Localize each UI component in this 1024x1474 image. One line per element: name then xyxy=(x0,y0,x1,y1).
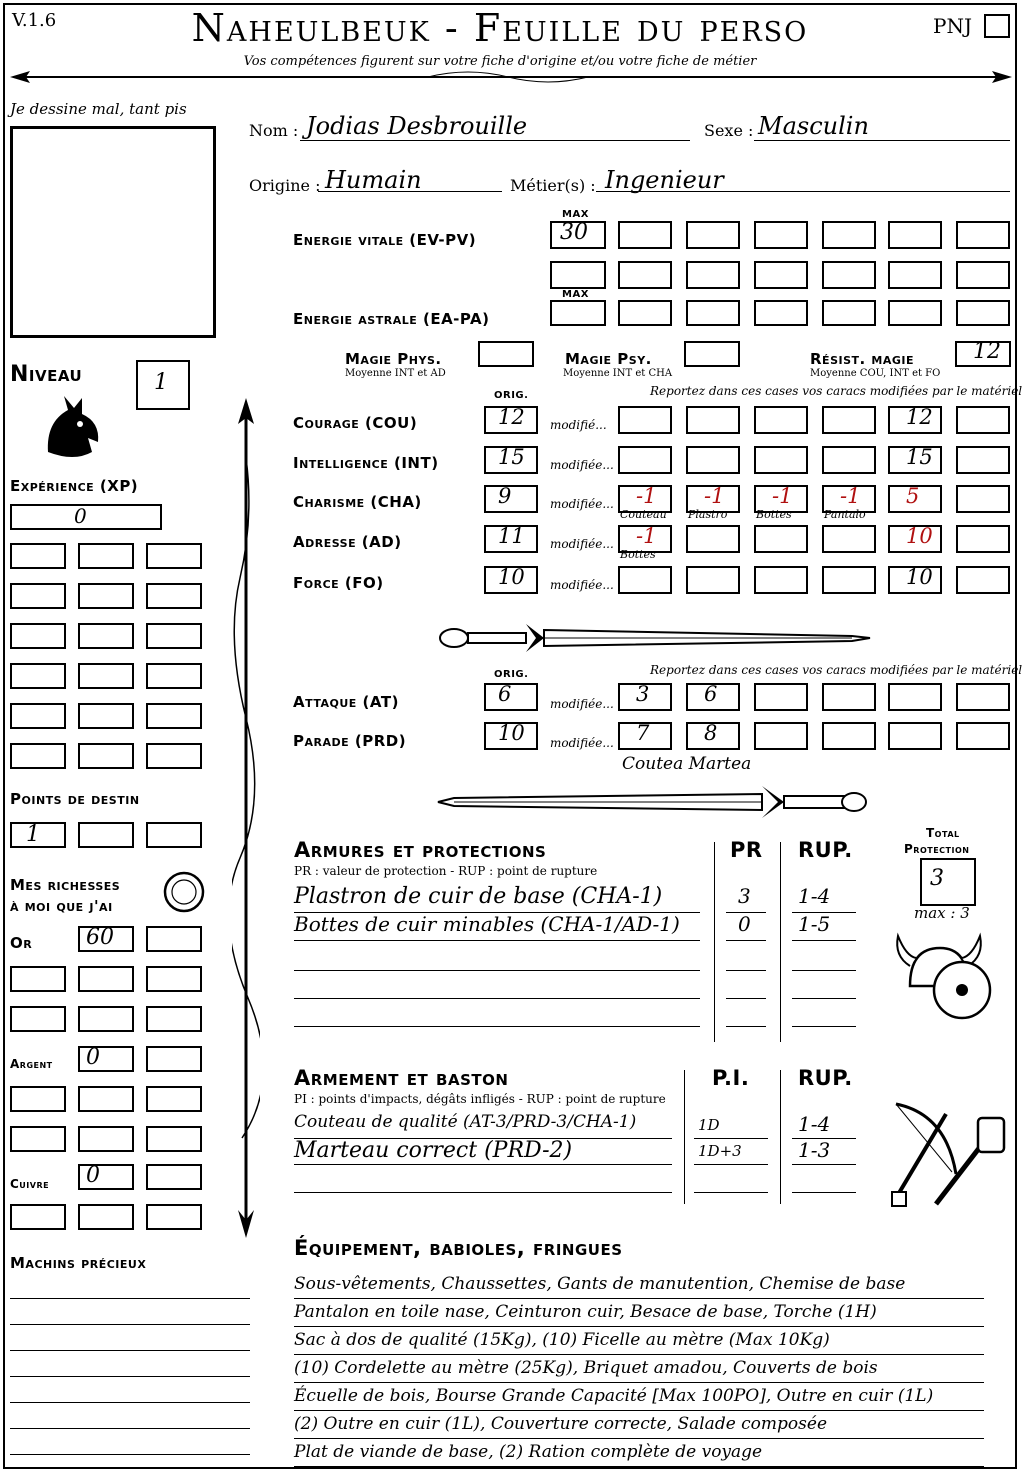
at-orig-value: 6 xyxy=(498,682,512,706)
xp-box[interactable] xyxy=(78,623,134,649)
modif-label: modifiée... xyxy=(550,537,614,551)
carac-label: Courage (COU) xyxy=(293,414,418,432)
nom-line xyxy=(300,140,690,141)
prd-mod[interactable] xyxy=(888,722,942,750)
money-box[interactable] xyxy=(10,1126,66,1152)
money-box[interactable] xyxy=(146,966,202,992)
carac-mod[interactable] xyxy=(754,446,808,474)
dragon-icon xyxy=(38,392,104,464)
at-mod[interactable] xyxy=(618,683,672,711)
total-protection-value: 3 xyxy=(930,866,944,891)
magie-phys-box[interactable] xyxy=(478,341,534,367)
ea-box[interactable] xyxy=(822,300,876,326)
carac-orig[interactable] xyxy=(484,566,538,594)
or-box[interactable] xyxy=(78,926,134,952)
money-box[interactable] xyxy=(146,1006,202,1032)
carac-mod-value: -1 xyxy=(636,484,657,508)
at-mod[interactable] xyxy=(686,683,740,711)
carac-mod[interactable] xyxy=(686,406,740,434)
portrait-box[interactable] xyxy=(10,126,216,338)
armures-pr-header: PR xyxy=(730,838,763,862)
at-mod-value: 6 xyxy=(704,682,718,706)
xp-box[interactable] xyxy=(10,504,162,530)
equipement-line xyxy=(294,1326,984,1327)
ev-box[interactable] xyxy=(888,261,942,289)
arme-line xyxy=(294,1164,672,1165)
xp-value: 0 xyxy=(74,504,87,528)
carac-mod[interactable] xyxy=(822,525,876,553)
ea-box[interactable] xyxy=(686,300,740,326)
magie-phys-sub: Moyenne INT et AD xyxy=(345,368,446,379)
carac-orig[interactable] xyxy=(484,446,538,474)
carac-mod[interactable] xyxy=(822,446,876,474)
carac-orig-value: 15 xyxy=(498,445,525,469)
equipement-item[interactable]: Écuelle de bois, Bourse Grande Capacité [Max 100PO], Outre en cuir (1L) xyxy=(294,1386,934,1406)
cha-note: Bottes xyxy=(756,508,792,521)
carac-mod[interactable] xyxy=(888,566,942,594)
precieux-line xyxy=(10,1402,250,1403)
armement-pi-header: P.I. xyxy=(712,1066,750,1090)
xp-box[interactable] xyxy=(146,583,202,609)
armure-line xyxy=(726,970,766,971)
armure-line xyxy=(726,1026,766,1027)
resist-magie-sub: Moyenne COU, INT et FO xyxy=(810,368,941,379)
or-value: 60 xyxy=(86,925,114,950)
cuivre-label: Cuivre xyxy=(10,1177,50,1191)
resist-magie-value: 12 xyxy=(973,339,1001,364)
prd-orig-value: 10 xyxy=(498,721,525,745)
sexe-label: Sexe : xyxy=(704,121,754,140)
ad-note: Bottes xyxy=(620,548,656,561)
origine-line xyxy=(318,191,502,192)
nom-value[interactable]: Jodias Desbrouille xyxy=(306,112,528,140)
at-label: Attaque (AT) xyxy=(293,693,399,711)
total-label: Total xyxy=(926,826,960,840)
protection-label: Protection xyxy=(904,842,970,856)
resist-magie-label: Résist. magie xyxy=(810,350,915,368)
equipement-item[interactable]: Sac à dos de qualité (15Kg), (10) Ficelle au mètre (Max 10Kg) xyxy=(294,1330,830,1350)
money-box[interactable] xyxy=(146,1164,202,1190)
carac-mod[interactable] xyxy=(888,485,942,513)
caracs-report-note: Reportez dans ces cases vos caracs modifiées par le matériel xyxy=(650,384,1023,398)
armement-divider xyxy=(780,1070,781,1204)
pnj-checkbox[interactable] xyxy=(984,14,1010,38)
precieux-line xyxy=(10,1428,250,1429)
spear-icon xyxy=(232,398,260,1238)
money-box[interactable] xyxy=(78,1204,134,1230)
carac-orig[interactable] xyxy=(484,406,538,434)
carac-mod-value: 10 xyxy=(906,524,933,548)
destin-box[interactable] xyxy=(146,822,202,848)
armure-name[interactable]: Bottes de cuir minables (CHA-1/AD-1) xyxy=(294,912,680,936)
carac-mod[interactable] xyxy=(956,525,1010,553)
equipement-title: Équipement, babioles, fringues xyxy=(294,1236,623,1260)
modif-label: modifiée... xyxy=(550,697,614,711)
carac-mod[interactable] xyxy=(686,446,740,474)
xp-box[interactable] xyxy=(78,663,134,689)
ev-box[interactable] xyxy=(618,221,672,249)
money-box[interactable] xyxy=(78,1006,134,1032)
cha-note: Pantalo xyxy=(824,508,866,521)
prd-mod-value: 8 xyxy=(704,721,718,745)
helmet-shield-icon xyxy=(890,926,1000,1026)
equipement-line xyxy=(294,1354,984,1355)
xp-label: Expérience (XP) xyxy=(10,477,139,495)
cuivre-value: 0 xyxy=(86,1163,100,1188)
cha-note: Plastro xyxy=(688,508,728,521)
carac-mod[interactable] xyxy=(686,525,740,553)
ev-box[interactable] xyxy=(686,261,740,289)
xp-box[interactable] xyxy=(78,583,134,609)
precieux-line xyxy=(10,1376,250,1377)
xp-box[interactable] xyxy=(146,543,202,569)
carac-label: Force (FO) xyxy=(293,574,384,592)
magie-psy-label: Magie Psy. xyxy=(565,350,652,368)
ev-max-value: 30 xyxy=(560,220,588,245)
money-box[interactable] xyxy=(78,1086,134,1112)
ev-box[interactable] xyxy=(822,261,876,289)
portrait-caption: Je dessine mal, tant pis xyxy=(10,100,187,118)
equipement-line xyxy=(294,1410,984,1411)
carac-orig-value: 10 xyxy=(498,565,525,589)
carac-label: Charisme (CHA) xyxy=(293,493,422,511)
sheet-subtitle: Vos compétences figurent sur votre fiche d'origine et/ou votre fiche de métier xyxy=(243,54,757,69)
arme-name[interactable]: Couteau de qualité (AT-3/PRD-3/CHA-1) xyxy=(294,1112,637,1132)
carac-mod[interactable] xyxy=(618,446,672,474)
carac-mod-value: 15 xyxy=(906,445,933,469)
orig-label: ORIG. xyxy=(494,390,529,401)
nom-label: Nom : xyxy=(249,121,299,140)
arme-rup[interactable]: 1-3 xyxy=(798,1138,831,1162)
magie-psy-sub: Moyenne INT et CHA xyxy=(563,368,673,379)
ev-box[interactable] xyxy=(754,221,808,249)
weapons-icon xyxy=(886,1094,1010,1214)
money-box[interactable] xyxy=(78,966,134,992)
coin-icon xyxy=(162,870,206,914)
at-mod[interactable] xyxy=(956,683,1010,711)
ev-box[interactable] xyxy=(754,261,808,289)
niveau-label: Niveau xyxy=(10,362,83,387)
weapons-note: Coutea Martea xyxy=(622,754,752,774)
precieux-label: Machins précieux xyxy=(10,1254,147,1272)
or-label: Or xyxy=(10,934,33,952)
cuivre-box[interactable] xyxy=(78,1164,134,1190)
arme-pi[interactable]: 1D+3 xyxy=(698,1142,742,1160)
precieux-line xyxy=(10,1350,250,1351)
arme-line xyxy=(792,1164,856,1165)
armure-rup[interactable]: 1-4 xyxy=(798,884,831,908)
ev-box[interactable] xyxy=(888,221,942,249)
carac-mod-value: 5 xyxy=(906,484,920,508)
at-mod[interactable] xyxy=(754,683,808,711)
carac-label: Adresse (AD) xyxy=(293,533,402,551)
armure-line xyxy=(792,1026,856,1027)
precieux-line xyxy=(10,1454,250,1455)
armures-divider xyxy=(714,842,715,1042)
armure-name[interactable]: Plastron de cuir de base (CHA-1) xyxy=(294,884,663,909)
at-orig[interactable] xyxy=(484,683,538,711)
magie-phys-label: Magie Phys. xyxy=(345,350,442,368)
metier-value[interactable]: Ingenieur xyxy=(605,166,724,194)
armure-line xyxy=(726,940,766,941)
carac-orig-value: 12 xyxy=(498,405,525,429)
armure-line xyxy=(792,940,856,941)
at-mod-value: 3 xyxy=(636,682,650,706)
niveau-value: 1 xyxy=(154,370,168,395)
armures-divider xyxy=(780,842,781,1042)
argent-label: Argent xyxy=(10,1057,53,1071)
carac-mod-value: -1 xyxy=(840,484,861,508)
xp-box[interactable] xyxy=(146,703,202,729)
carac-mod[interactable] xyxy=(686,566,740,594)
sexe-line xyxy=(754,140,1010,141)
arme-pi[interactable]: 1D xyxy=(698,1116,720,1134)
carac-orig[interactable] xyxy=(484,485,538,513)
carac-mod[interactable] xyxy=(754,406,808,434)
origine-label: Origine : xyxy=(249,176,321,195)
cha-note: Couteau xyxy=(620,508,667,521)
xp-box[interactable] xyxy=(10,663,66,689)
ev-max-label: MAX xyxy=(562,209,589,220)
carac-mod[interactable] xyxy=(754,566,808,594)
equipement-item[interactable]: (2) Outre en cuir (1L), Couverture correcte, Salade composée xyxy=(294,1414,828,1434)
ev-max-box[interactable] xyxy=(550,221,606,249)
sword-icon xyxy=(432,616,872,660)
xp-box[interactable] xyxy=(78,743,134,769)
arme-line xyxy=(694,1192,768,1193)
money-box[interactable] xyxy=(146,1126,202,1152)
carac-mod[interactable] xyxy=(956,485,1010,513)
modif-label: modifié... xyxy=(550,418,607,432)
carac-mod[interactable] xyxy=(888,446,942,474)
carac-mod-value: -1 xyxy=(772,484,793,508)
xp-box[interactable] xyxy=(78,703,134,729)
carac-mod[interactable] xyxy=(956,406,1010,434)
ev-box[interactable] xyxy=(686,221,740,249)
carac-mod[interactable] xyxy=(888,406,942,434)
precieux-line xyxy=(10,1298,250,1299)
ev-box[interactable] xyxy=(822,221,876,249)
ea-box[interactable] xyxy=(956,300,1010,326)
armure-line xyxy=(294,940,700,941)
carac-mod-value: 12 xyxy=(906,405,933,429)
prd-mod[interactable] xyxy=(822,722,876,750)
arme-line xyxy=(694,1138,768,1139)
armement-sub: PI : points d'impacts, dégâts infligés - RUP : point de rupture xyxy=(294,1092,666,1106)
horizontal-arrow-icon xyxy=(8,66,1014,88)
ev-box[interactable] xyxy=(956,221,1010,249)
money-box[interactable] xyxy=(10,1086,66,1112)
prd-mod[interactable] xyxy=(618,722,672,750)
carac-mod-value: -1 xyxy=(704,484,725,508)
equipement-item[interactable]: (10) Cordelette au mètre (25Kg), Briquet amadou, Couverts de bois xyxy=(294,1358,878,1378)
armure-line xyxy=(726,998,766,999)
resist-magie-box[interactable] xyxy=(955,341,1011,367)
xp-box[interactable] xyxy=(146,743,202,769)
carac-mod[interactable] xyxy=(956,446,1010,474)
total-protection-box[interactable] xyxy=(920,858,976,906)
carac-orig-value: 9 xyxy=(498,484,512,508)
destin-value: 1 xyxy=(26,822,40,847)
xp-box[interactable] xyxy=(146,663,202,689)
carac-mod-value: 10 xyxy=(906,565,933,589)
prd-mod[interactable] xyxy=(956,722,1010,750)
carac-mod[interactable] xyxy=(822,566,876,594)
armures-rup-header: RUP. xyxy=(798,838,853,862)
armure-line xyxy=(792,998,856,999)
magie-psy-box[interactable] xyxy=(684,341,740,367)
ea-label: Energie astrale (EA-PA) xyxy=(293,310,490,328)
armure-line xyxy=(792,970,856,971)
money-box[interactable] xyxy=(10,1204,66,1230)
xp-box[interactable] xyxy=(10,583,66,609)
carac-mod[interactable] xyxy=(618,406,672,434)
equipement-line xyxy=(294,1438,984,1439)
prd-mod[interactable] xyxy=(686,722,740,750)
equipement-line xyxy=(294,1382,984,1383)
money-box[interactable] xyxy=(146,926,202,952)
equipement-line xyxy=(294,1298,984,1299)
money-box[interactable] xyxy=(78,1126,134,1152)
money-box[interactable] xyxy=(146,1204,202,1230)
ea-box[interactable] xyxy=(618,300,672,326)
money-box[interactable] xyxy=(10,966,66,992)
modif-label: modifiée... xyxy=(550,458,614,472)
money-box[interactable] xyxy=(146,1046,202,1072)
ev-box[interactable] xyxy=(956,261,1010,289)
precieux-line xyxy=(10,1324,250,1325)
sword-icon xyxy=(432,780,872,824)
carac-mod[interactable] xyxy=(888,525,942,553)
xp-box[interactable] xyxy=(10,543,66,569)
pnj-label: PNJ xyxy=(933,14,972,38)
money-box[interactable] xyxy=(10,1006,66,1032)
ea-max-box[interactable] xyxy=(550,300,606,326)
arme-line xyxy=(294,1192,672,1193)
niveau-box[interactable] xyxy=(136,360,190,410)
prd-orig[interactable] xyxy=(484,722,538,750)
carac-mod[interactable] xyxy=(618,566,672,594)
modif-label: modifiée... xyxy=(550,497,614,511)
ev-label: Energie vitale (EV-PV) xyxy=(293,231,477,249)
carac-label: Intelligence (INT) xyxy=(293,454,439,472)
argent-box[interactable] xyxy=(78,1046,134,1072)
equipement-line xyxy=(294,1466,984,1467)
destin-label: Points de destin xyxy=(10,790,140,808)
arme-line xyxy=(694,1164,768,1165)
arme-rup[interactable]: 1-4 xyxy=(798,1112,831,1136)
equipement-item[interactable]: Pantalon en toile nase, Ceinturon cuir, Besace de base, Torche (1H) xyxy=(294,1302,877,1322)
sheet-title: Naheulbeuk - Feuille du perso xyxy=(191,6,809,50)
prd-label: Parade (PRD) xyxy=(293,732,407,750)
xp-box[interactable] xyxy=(146,623,202,649)
armures-sub: PR : valeur de protection - RUP : point de rupture xyxy=(294,864,598,878)
armures-title: Armures et protections xyxy=(294,838,547,862)
armure-line xyxy=(294,998,700,999)
money-box[interactable] xyxy=(146,1086,202,1112)
armure-rup[interactable]: 1-5 xyxy=(798,912,831,936)
carac-orig-value: 11 xyxy=(498,524,525,548)
xp-box[interactable] xyxy=(10,703,66,729)
xp-box[interactable] xyxy=(10,623,66,649)
sexe-value[interactable]: Masculin xyxy=(758,112,869,140)
armement-title: Armement et baston xyxy=(294,1066,509,1090)
ea-box[interactable] xyxy=(888,300,942,326)
equipement-item[interactable]: Plat de viande de base, (2) Ration complète de voyage xyxy=(294,1442,763,1462)
armement-rup-header: RUP. xyxy=(798,1066,853,1090)
richesses-label: Mes richesses xyxy=(10,876,121,894)
origine-value[interactable]: Humain xyxy=(325,166,422,194)
xp-box[interactable] xyxy=(10,743,66,769)
arme-line xyxy=(792,1192,856,1193)
prd-mod-value: 7 xyxy=(636,721,650,745)
richesses-label-2: à moi que j'ai xyxy=(10,897,113,915)
xp-box[interactable] xyxy=(78,543,134,569)
arme-name[interactable]: Marteau correct (PRD-2) xyxy=(294,1138,573,1163)
ea-max-label: MAX xyxy=(562,289,589,300)
armure-pr[interactable]: 3 xyxy=(738,884,751,908)
ev-box[interactable] xyxy=(618,261,672,289)
carac-mod-value: -1 xyxy=(636,524,657,548)
metier-line xyxy=(596,191,1010,192)
carac-mod[interactable] xyxy=(754,525,808,553)
carac-mod[interactable] xyxy=(822,406,876,434)
modif-label: modifiée... xyxy=(550,736,614,750)
equipement-item[interactable]: Sous-vêtements, Chaussettes, Gants de manutention, Chemise de base xyxy=(294,1274,906,1294)
armure-line xyxy=(294,970,700,971)
modif-label: modifiée... xyxy=(550,578,614,592)
destin-box[interactable] xyxy=(78,822,134,848)
max-protection: max : 3 xyxy=(914,904,970,922)
carac-mod[interactable] xyxy=(956,566,1010,594)
argent-value: 0 xyxy=(86,1045,100,1070)
version-label: V.1.6 xyxy=(12,10,57,31)
armure-pr[interactable]: 0 xyxy=(738,912,751,936)
armement-divider xyxy=(684,1070,685,1204)
metier-label: Métier(s) : xyxy=(510,176,596,195)
prd-mod[interactable] xyxy=(754,722,808,750)
carac-orig[interactable] xyxy=(484,525,538,553)
ea-box[interactable] xyxy=(754,300,808,326)
combat-orig-label: ORIG. xyxy=(494,669,529,680)
at-mod[interactable] xyxy=(888,683,942,711)
ev-box[interactable] xyxy=(550,261,606,289)
combat-report-note: Reportez dans ces cases vos caracs modifiées par le matériel xyxy=(650,663,1023,677)
armure-line xyxy=(294,1026,700,1027)
at-mod[interactable] xyxy=(822,683,876,711)
destin-box[interactable] xyxy=(10,822,66,848)
